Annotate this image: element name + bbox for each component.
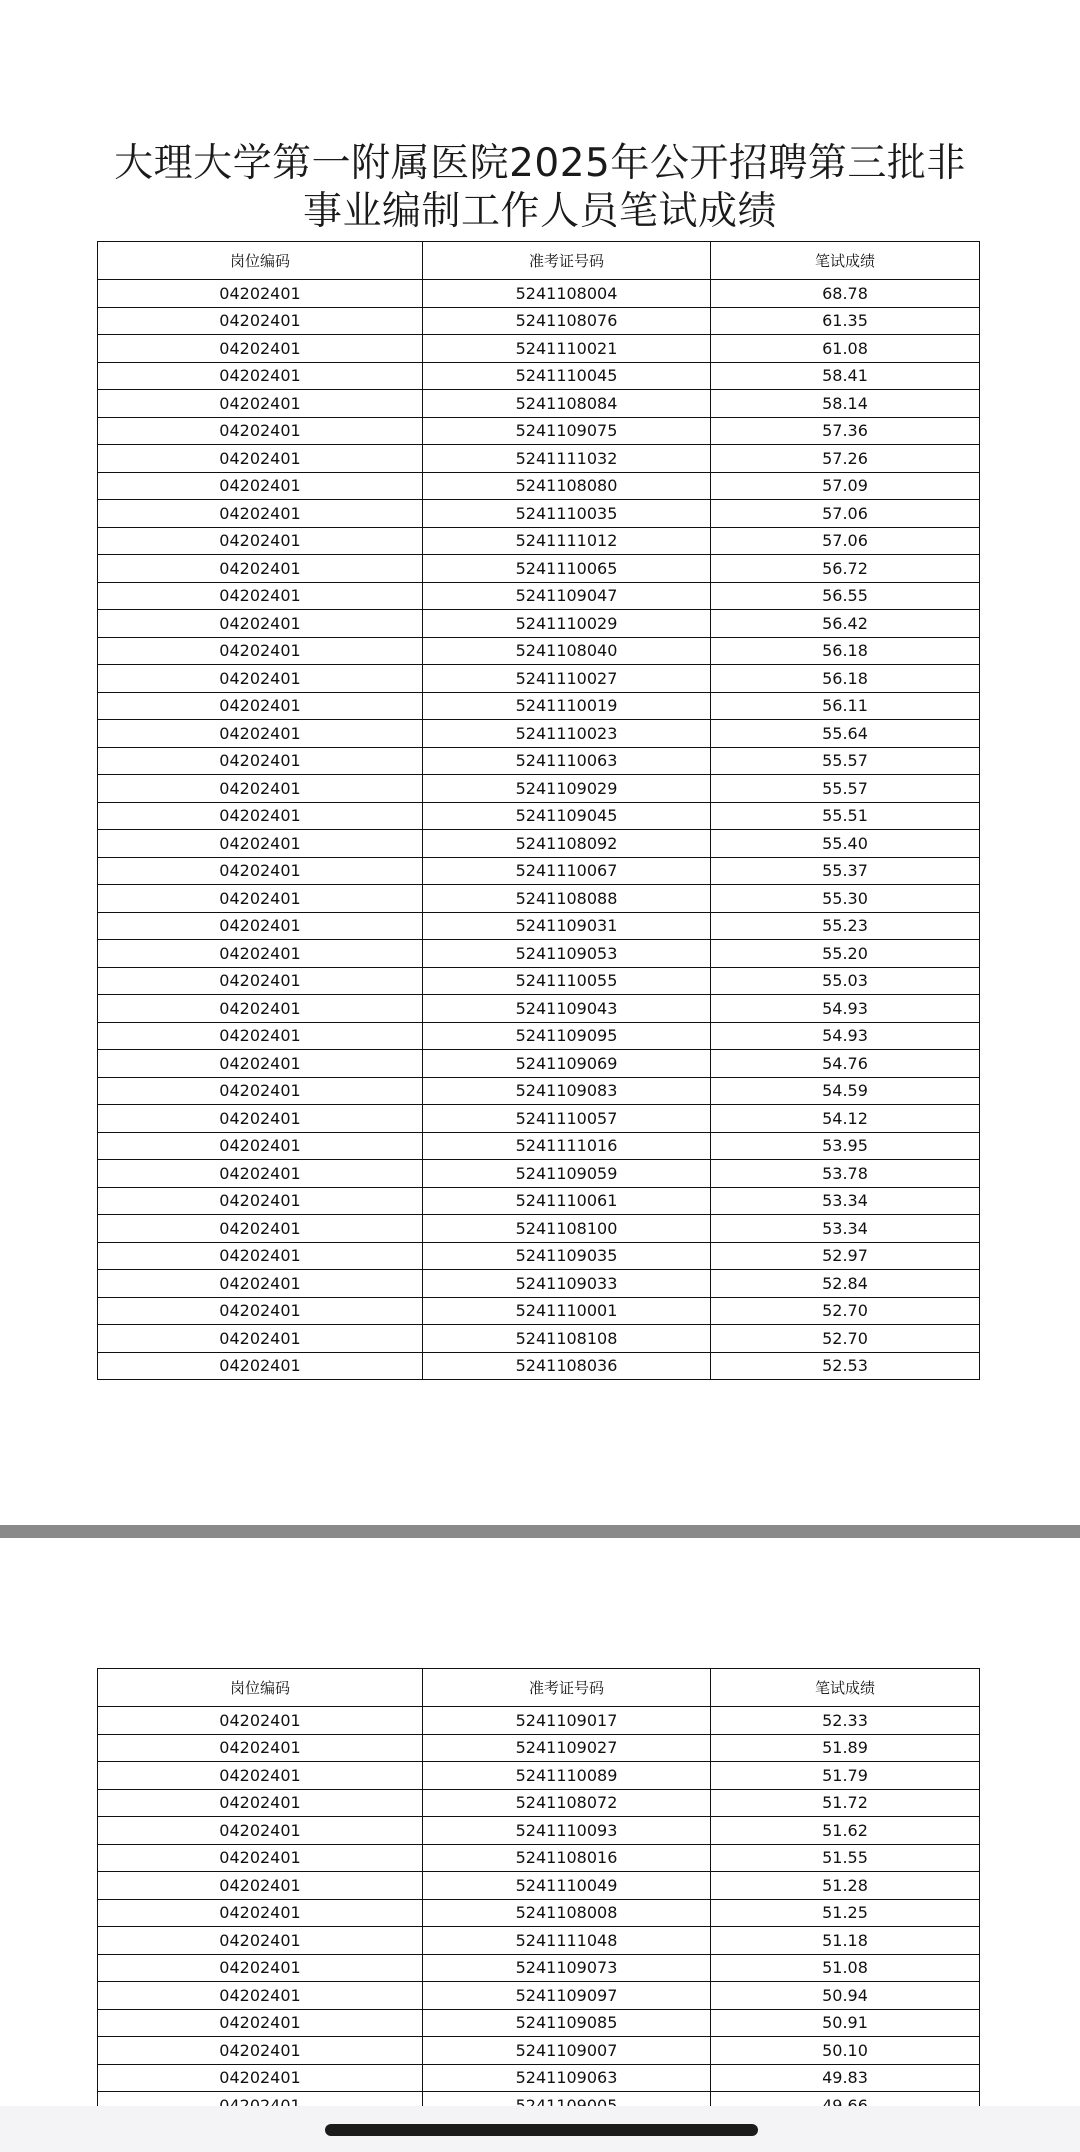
cell-admission-number: 5241109097 (423, 1982, 711, 2010)
table-row (98, 1022, 980, 1050)
title-line-1: 大理大学第一附属医院2025年公开招聘第三批非 (114, 141, 966, 186)
table-row (98, 1352, 980, 1380)
cell-admission-number: 5241110055 (423, 967, 711, 995)
table-row (98, 2037, 980, 2065)
score-table-page-1 (97, 241, 980, 1380)
cell-written-score: 56.18 (711, 637, 980, 665)
cell-admission-number: 5241110045 (423, 362, 711, 390)
cell-written-score: 57.06 (711, 500, 980, 528)
cell-admission-number: 5241109053 (423, 940, 711, 968)
cell-written-score: 55.37 (711, 857, 980, 885)
table-row (98, 1762, 980, 1790)
cell-written-score: 52.97 (711, 1242, 980, 1270)
cell-position-code: 04202401 (98, 472, 423, 500)
cell-written-score: 54.59 (711, 1077, 980, 1105)
cell-position-code: 04202401 (98, 830, 423, 858)
cell-admission-number: 5241109059 (423, 1160, 711, 1188)
cell-position-code: 04202401 (98, 1050, 423, 1078)
cell-admission-number: 5241108036 (423, 1352, 711, 1380)
cell-position-code: 04202401 (98, 1242, 423, 1270)
table-header-row (98, 242, 980, 280)
cell-written-score: 54.93 (711, 995, 980, 1023)
cell-position-code: 04202401 (98, 1817, 423, 1845)
table-row (98, 2064, 980, 2092)
cell-admission-number: 5241110019 (423, 692, 711, 720)
table-row (98, 1734, 980, 1762)
cell-position-code: 04202401 (98, 610, 423, 638)
column-header-position-code: 岗位编码 (98, 242, 423, 280)
cell-position-code: 04202401 (98, 2064, 423, 2092)
cell-position-code: 04202401 (98, 802, 423, 830)
cell-admission-number: 5241110029 (423, 610, 711, 638)
cell-admission-number: 5241111016 (423, 1132, 711, 1160)
table-header-row (98, 1669, 980, 1707)
cell-admission-number: 5241108092 (423, 830, 711, 858)
cell-position-code: 04202401 (98, 940, 423, 968)
table-row (98, 1872, 980, 1900)
cell-admission-number: 5241109073 (423, 1954, 711, 1982)
cell-admission-number: 5241109063 (423, 2064, 711, 2092)
cell-admission-number: 5241108004 (423, 280, 711, 308)
table-row (98, 582, 980, 610)
cell-written-score: 61.35 (711, 307, 980, 335)
cell-position-code: 04202401 (98, 1954, 423, 1982)
cell-position-code: 04202401 (98, 500, 423, 528)
cell-admission-number: 5241109085 (423, 2009, 711, 2037)
cell-written-score: 51.89 (711, 1734, 980, 1762)
cell-position-code: 04202401 (98, 720, 423, 748)
cell-admission-number: 5241110049 (423, 1872, 711, 1900)
cell-admission-number: 5241109017 (423, 1707, 711, 1735)
table-row (98, 307, 980, 335)
cell-position-code: 04202401 (98, 1927, 423, 1955)
cell-admission-number: 5241110093 (423, 1817, 711, 1845)
table-row (98, 390, 980, 418)
cell-admission-number: 5241110063 (423, 747, 711, 775)
cell-admission-number: 5241109033 (423, 1270, 711, 1298)
cell-written-score: 53.95 (711, 1132, 980, 1160)
column-header-written-score: 笔试成绩 (711, 1669, 980, 1707)
cell-written-score: 51.08 (711, 1954, 980, 1982)
table-row (98, 1187, 980, 1215)
cell-position-code: 04202401 (98, 1077, 423, 1105)
cell-position-code: 04202401 (98, 912, 423, 940)
cell-written-score: 52.84 (711, 1270, 980, 1298)
cell-admission-number: 5241109047 (423, 582, 711, 610)
cell-admission-number: 5241109075 (423, 417, 711, 445)
cell-position-code: 04202401 (98, 747, 423, 775)
cell-position-code: 04202401 (98, 885, 423, 913)
cell-admission-number: 5241110089 (423, 1762, 711, 1790)
cell-admission-number: 5241108108 (423, 1325, 711, 1353)
cell-admission-number: 5241110035 (423, 500, 711, 528)
table-row (98, 830, 980, 858)
cell-admission-number: 5241109027 (423, 1734, 711, 1762)
cell-position-code: 04202401 (98, 1872, 423, 1900)
cell-written-score: 54.93 (711, 1022, 980, 1050)
cell-admission-number: 5241109029 (423, 775, 711, 803)
cell-position-code: 04202401 (98, 1022, 423, 1050)
document-title (0, 140, 1080, 236)
cell-position-code: 04202401 (98, 1325, 423, 1353)
table-row (98, 885, 980, 913)
table-row (98, 335, 980, 363)
cell-written-score: 56.42 (711, 610, 980, 638)
cell-written-score: 57.36 (711, 417, 980, 445)
cell-written-score: 55.23 (711, 912, 980, 940)
cell-admission-number: 5241111048 (423, 1927, 711, 1955)
title-line-2: 事业编制工作人员笔试成绩 (302, 189, 777, 234)
cell-admission-number: 5241110067 (423, 857, 711, 885)
table-row (98, 1050, 980, 1078)
cell-position-code: 04202401 (98, 1297, 423, 1325)
cell-admission-number: 5241109007 (423, 2037, 711, 2065)
cell-written-score: 55.20 (711, 940, 980, 968)
cell-written-score: 51.62 (711, 1817, 980, 1845)
table-row (98, 610, 980, 638)
cell-written-score: 56.11 (711, 692, 980, 720)
cell-written-score: 53.78 (711, 1160, 980, 1188)
cell-position-code: 04202401 (98, 692, 423, 720)
table-row (98, 527, 980, 555)
column-header-written-score: 笔试成绩 (711, 242, 980, 280)
cell-written-score: 57.09 (711, 472, 980, 500)
table-row (98, 1707, 980, 1735)
cell-written-score: 55.57 (711, 775, 980, 803)
table-row (98, 1817, 980, 1845)
table-row (98, 1982, 980, 2010)
table-row (98, 2009, 980, 2037)
table-row (98, 1270, 980, 1298)
cell-admission-number: 5241111032 (423, 445, 711, 473)
table-row (98, 555, 980, 583)
cell-position-code: 04202401 (98, 555, 423, 583)
cell-position-code: 04202401 (98, 2009, 423, 2037)
cell-written-score: 53.34 (711, 1215, 980, 1243)
cell-admission-number: 5241108100 (423, 1215, 711, 1243)
cell-admission-number: 5241108084 (423, 390, 711, 418)
cell-position-code: 04202401 (98, 857, 423, 885)
cell-written-score: 68.78 (711, 280, 980, 308)
cell-admission-number: 5241108080 (423, 472, 711, 500)
cell-written-score: 52.53 (711, 1352, 980, 1380)
table-row (98, 1297, 980, 1325)
cell-admission-number: 5241109035 (423, 1242, 711, 1270)
cell-written-score: 55.51 (711, 802, 980, 830)
cell-written-score: 56.72 (711, 555, 980, 583)
cell-written-score: 51.28 (711, 1872, 980, 1900)
table-row (98, 1215, 980, 1243)
cell-written-score: 55.57 (711, 747, 980, 775)
cell-position-code: 04202401 (98, 1352, 423, 1380)
table-row (98, 472, 980, 500)
cell-admission-number: 5241108072 (423, 1789, 711, 1817)
cell-admission-number: 5241110027 (423, 665, 711, 693)
cell-position-code: 04202401 (98, 1160, 423, 1188)
cell-position-code: 04202401 (98, 362, 423, 390)
cell-admission-number: 5241109031 (423, 912, 711, 940)
cell-written-score: 51.72 (711, 1789, 980, 1817)
table-row (98, 747, 980, 775)
table-row (98, 802, 980, 830)
cell-written-score: 51.18 (711, 1927, 980, 1955)
cell-admission-number: 5241110065 (423, 555, 711, 583)
column-header-position-code: 岗位编码 (98, 1669, 423, 1707)
cell-written-score: 54.12 (711, 1105, 980, 1133)
cell-admission-number: 5241109083 (423, 1077, 711, 1105)
cell-written-score: 55.03 (711, 967, 980, 995)
cell-admission-number: 5241110001 (423, 1297, 711, 1325)
table-row (98, 857, 980, 885)
table-row (98, 1160, 980, 1188)
cell-written-score: 53.34 (711, 1187, 980, 1215)
cell-position-code: 04202401 (98, 1899, 423, 1927)
cell-position-code: 04202401 (98, 1844, 423, 1872)
cell-position-code: 04202401 (98, 582, 423, 610)
table-row (98, 1325, 980, 1353)
cell-admission-number: 5241111012 (423, 527, 711, 555)
cell-admission-number: 5241108088 (423, 885, 711, 913)
table-row (98, 417, 980, 445)
cell-admission-number: 5241108076 (423, 307, 711, 335)
table-row (98, 445, 980, 473)
table-row (98, 720, 980, 748)
cell-admission-number: 5241109043 (423, 995, 711, 1023)
cell-written-score: 57.06 (711, 527, 980, 555)
cell-admission-number: 5241108008 (423, 1899, 711, 1927)
table-row (98, 967, 980, 995)
cell-position-code: 04202401 (98, 335, 423, 363)
table-row (98, 940, 980, 968)
table-row (98, 1927, 980, 1955)
cell-position-code: 04202401 (98, 390, 423, 418)
cell-written-score: 55.40 (711, 830, 980, 858)
cell-written-score: 61.08 (711, 335, 980, 363)
cell-position-code: 04202401 (98, 1270, 423, 1298)
cell-written-score: 50.94 (711, 1982, 980, 2010)
cell-admission-number: 5241108040 (423, 637, 711, 665)
table-row (98, 1954, 980, 1982)
cell-position-code: 04202401 (98, 280, 423, 308)
table-row (98, 637, 980, 665)
cell-position-code: 04202401 (98, 1707, 423, 1735)
table-row (98, 912, 980, 940)
table-row (98, 500, 980, 528)
table-row (98, 1132, 980, 1160)
score-table-page-2 (97, 1668, 980, 2120)
cell-written-score: 52.70 (711, 1325, 980, 1353)
table-body (98, 280, 980, 1380)
table-row (98, 1844, 980, 1872)
cell-written-score: 57.26 (711, 445, 980, 473)
cell-written-score: 52.33 (711, 1707, 980, 1735)
cell-admission-number: 5241110021 (423, 335, 711, 363)
cell-position-code: 04202401 (98, 417, 423, 445)
table-row (98, 362, 980, 390)
cell-written-score: 49.83 (711, 2064, 980, 2092)
cell-position-code: 04202401 (98, 307, 423, 335)
cell-position-code: 04202401 (98, 1762, 423, 1790)
table-row (98, 1899, 980, 1927)
cell-position-code: 04202401 (98, 1132, 423, 1160)
cell-position-code: 04202401 (98, 665, 423, 693)
cell-position-code: 04202401 (98, 1215, 423, 1243)
cell-admission-number: 5241110061 (423, 1187, 711, 1215)
cell-written-score: 56.55 (711, 582, 980, 610)
cell-written-score: 51.55 (711, 1844, 980, 1872)
cell-position-code: 04202401 (98, 995, 423, 1023)
cell-position-code: 04202401 (98, 1105, 423, 1133)
cell-written-score: 56.18 (711, 665, 980, 693)
cell-written-score: 58.14 (711, 390, 980, 418)
cell-written-score: 58.41 (711, 362, 980, 390)
table-row (98, 1077, 980, 1105)
cell-written-score: 55.64 (711, 720, 980, 748)
table-row (98, 1105, 980, 1133)
cell-written-score: 52.70 (711, 1297, 980, 1325)
cell-position-code: 04202401 (98, 527, 423, 555)
cell-written-score: 51.25 (711, 1899, 980, 1927)
cell-position-code: 04202401 (98, 775, 423, 803)
table-row (98, 280, 980, 308)
cell-position-code: 04202401 (98, 1187, 423, 1215)
table-row (98, 692, 980, 720)
cell-admission-number: 5241109045 (423, 802, 711, 830)
cell-position-code: 04202401 (98, 1789, 423, 1817)
column-header-admission-number: 准考证号码 (423, 1669, 711, 1707)
table-row (98, 1242, 980, 1270)
cell-admission-number: 5241109095 (423, 1022, 711, 1050)
table-row (98, 995, 980, 1023)
cell-written-score: 55.30 (711, 885, 980, 913)
cell-admission-number: 5241108016 (423, 1844, 711, 1872)
cell-written-score: 54.76 (711, 1050, 980, 1078)
cell-position-code: 04202401 (98, 1734, 423, 1762)
cell-position-code: 04202401 (98, 967, 423, 995)
cell-position-code: 04202401 (98, 637, 423, 665)
cell-position-code: 04202401 (98, 1982, 423, 2010)
cell-written-score: 50.91 (711, 2009, 980, 2037)
table-row (98, 775, 980, 803)
cell-position-code: 04202401 (98, 2037, 423, 2065)
cell-admission-number: 5241110023 (423, 720, 711, 748)
cell-written-score: 50.10 (711, 2037, 980, 2065)
table-row (98, 1789, 980, 1817)
page-separator (0, 1525, 1080, 1538)
table-row (98, 665, 980, 693)
home-indicator[interactable] (325, 2124, 758, 2136)
cell-written-score: 51.79 (711, 1762, 980, 1790)
cell-admission-number: 5241110057 (423, 1105, 711, 1133)
cell-admission-number: 5241109069 (423, 1050, 711, 1078)
table-body (98, 1707, 980, 2120)
cell-position-code: 04202401 (98, 445, 423, 473)
column-header-admission-number: 准考证号码 (423, 242, 711, 280)
